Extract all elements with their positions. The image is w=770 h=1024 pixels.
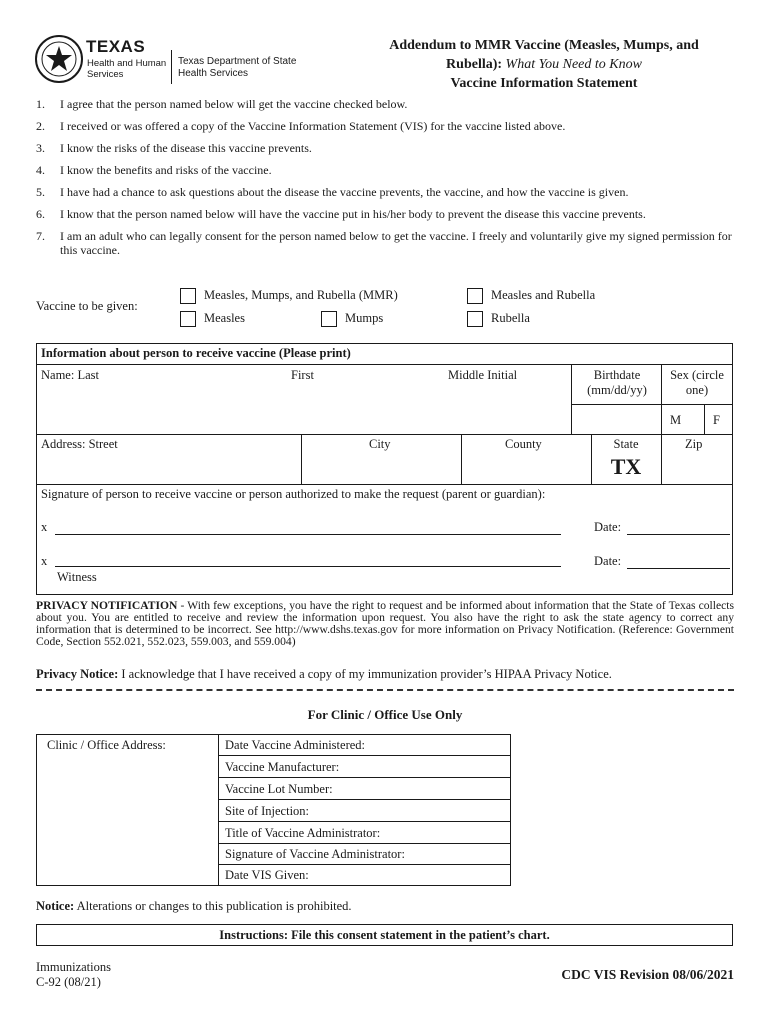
statement-6: 6. I know that the person named below will have the vaccine put in his/her body to prevent the disease this vaccine prevents. (36, 207, 646, 221)
option-mmr[interactable]: Measles, Mumps, and Rubella (MMR) (180, 288, 398, 304)
rule (461, 434, 462, 484)
first-name-field[interactable]: First (291, 368, 314, 382)
dashed-divider (36, 689, 734, 691)
rule (218, 777, 511, 778)
department-name: Texas Department of State Health Services (178, 56, 297, 79)
statement-2: 2. I received or was offered a copy of the Vaccine Information Statement (VIS) for the vaccine listed above. (36, 119, 566, 133)
privacy-notice: Privacy Notice: I acknowledge that I have received a copy of my immunization provider’s HIPAA Privacy Notice. (36, 667, 612, 681)
birthdate-field[interactable]: Birthdate (mm/dd/yy) (587, 368, 647, 397)
texas-seal-icon (34, 34, 84, 84)
clinic-address-label: Clinic / Office Address: (47, 738, 166, 752)
state-label: State (613, 437, 639, 451)
rubella-checkbox[interactable] (467, 311, 483, 327)
lot-number-field[interactable]: Vaccine Lot Number: (225, 782, 333, 796)
rule (37, 364, 732, 365)
title-line-1: Addendum to MMR Vaccine (Measles, Mumps, and (389, 38, 699, 53)
rule (36, 734, 37, 886)
vaccine-label: Vaccine to be given: (36, 299, 138, 313)
privacy-notification: PRIVACY NOTIFICATION - With few exceptions, you have the right to request and be informed about information that the State of Texas collects about you. You are entitled to receive and review the information upon request. You also have the right to ask the state agency to correct any information that is determined to be incorrect. See http://www.dshs.texas.gov for more information on Privacy Notification. (Reference: Government Code, Section 552.021, 552.023, 559.003, and 559.004) (36, 599, 735, 648)
rule (704, 404, 705, 434)
injection-site-field[interactable]: Site of Injection: (225, 804, 310, 818)
logo-divider (171, 50, 172, 84)
rule (36, 885, 511, 886)
witness-signature-line[interactable] (55, 566, 561, 567)
administrator-signature-field[interactable]: Signature of Vaccine Administrator: (225, 847, 405, 861)
city-field[interactable]: City (369, 437, 391, 451)
county-field[interactable]: County (505, 437, 542, 451)
rule (218, 821, 511, 822)
rule (571, 404, 732, 405)
signature-x-1: x (41, 520, 48, 534)
vis-given-date-field[interactable]: Date VIS Given: (225, 868, 309, 882)
measles-rubella-checkbox[interactable] (467, 288, 483, 304)
consent-statements (36, 97, 736, 265)
mmr-checkbox[interactable] (180, 288, 196, 304)
sex-m-option[interactable]: M (670, 413, 682, 427)
statement-7: 7. I am an adult who can legally consent for the person named below to get the vaccine. I freely and voluntarily give my signed permission for this vaccine. (36, 229, 732, 257)
option-rubella[interactable]: Rubella (467, 311, 530, 327)
date-label-2: Date: (594, 554, 622, 568)
rule (571, 364, 572, 434)
street-field[interactable]: Address: Street (41, 437, 118, 451)
statement-4: 4. I know the benefits and risks of the vaccine. (36, 163, 272, 177)
recipient-info-box (36, 343, 733, 595)
signature-heading: Signature of person to receive vaccine or person authorized to make the request (parent or guardian): (41, 487, 546, 501)
rule (301, 434, 302, 484)
zip-field[interactable]: Zip (685, 437, 703, 451)
rule (37, 434, 732, 435)
rule (218, 864, 511, 865)
signature-line-1[interactable] (55, 534, 561, 535)
document-title (354, 36, 734, 93)
option-mumps[interactable]: Mumps (321, 311, 383, 327)
form-number (36, 960, 111, 990)
option-measles-rubella[interactable]: Measles and Rubella (467, 288, 595, 304)
statement-1: 1. I agree that the person named below will get the vaccine checked below. (36, 97, 408, 111)
measles-checkbox[interactable] (180, 311, 196, 327)
date-line-2[interactable] (627, 568, 730, 569)
rule (36, 734, 511, 735)
statement-3: 3. I know the risks of the disease this vaccine prevents. (36, 141, 312, 155)
org-name: TEXAS (86, 37, 146, 56)
rule (37, 484, 732, 485)
title-line-3: Vaccine Information Statement (450, 76, 638, 91)
alteration-notice: Notice: Alterations or changes to this publication is prohibited. (36, 899, 352, 913)
rule (218, 755, 511, 756)
name-last-field[interactable]: Name: Last (41, 368, 99, 382)
sex-f-option[interactable]: F (713, 413, 720, 427)
state-value: TX (610, 454, 642, 479)
option-measles[interactable]: Measles (180, 311, 245, 327)
texas-hhs-logo (34, 34, 297, 86)
instructions-box: Instructions: File this consent statement in the patient’s chart. (36, 924, 733, 946)
signature-x-2: x (41, 554, 48, 568)
middle-initial-field[interactable]: Middle Initial (448, 368, 518, 382)
statement-5: 5. I have had a chance to ask questions about the disease the vaccine prevents, the vaccine, and how the vaccine is given. (36, 185, 629, 199)
manufacturer-field[interactable]: Vaccine Manufacturer: (225, 760, 340, 774)
title-line-2: Rubella): What You Need to Know (446, 57, 642, 72)
date-line-1[interactable] (627, 534, 730, 535)
mumps-checkbox[interactable] (321, 311, 337, 327)
clinic-heading: For Clinic / Office Use Only (307, 707, 463, 722)
rule (218, 843, 511, 844)
date-label-1: Date: (594, 520, 622, 534)
text: Immunizations (36, 960, 111, 974)
date-administered-field[interactable]: Date Vaccine Administered: (225, 738, 366, 752)
rule (218, 799, 511, 800)
text: C-92 (08/21) (36, 975, 101, 989)
info-heading: Information about person to receive vaccine (Please print) (41, 346, 351, 360)
administrator-title-field[interactable]: Title of Vaccine Administrator: (225, 826, 381, 840)
sex-label: Sex (circle one) (670, 368, 724, 397)
clinic-box (36, 734, 733, 886)
witness-label: Witness (57, 570, 97, 584)
revision-date: CDC VIS Revision 08/06/2021 (561, 967, 734, 982)
org-subname: Health and Human Services (87, 58, 167, 80)
rule (661, 434, 662, 484)
